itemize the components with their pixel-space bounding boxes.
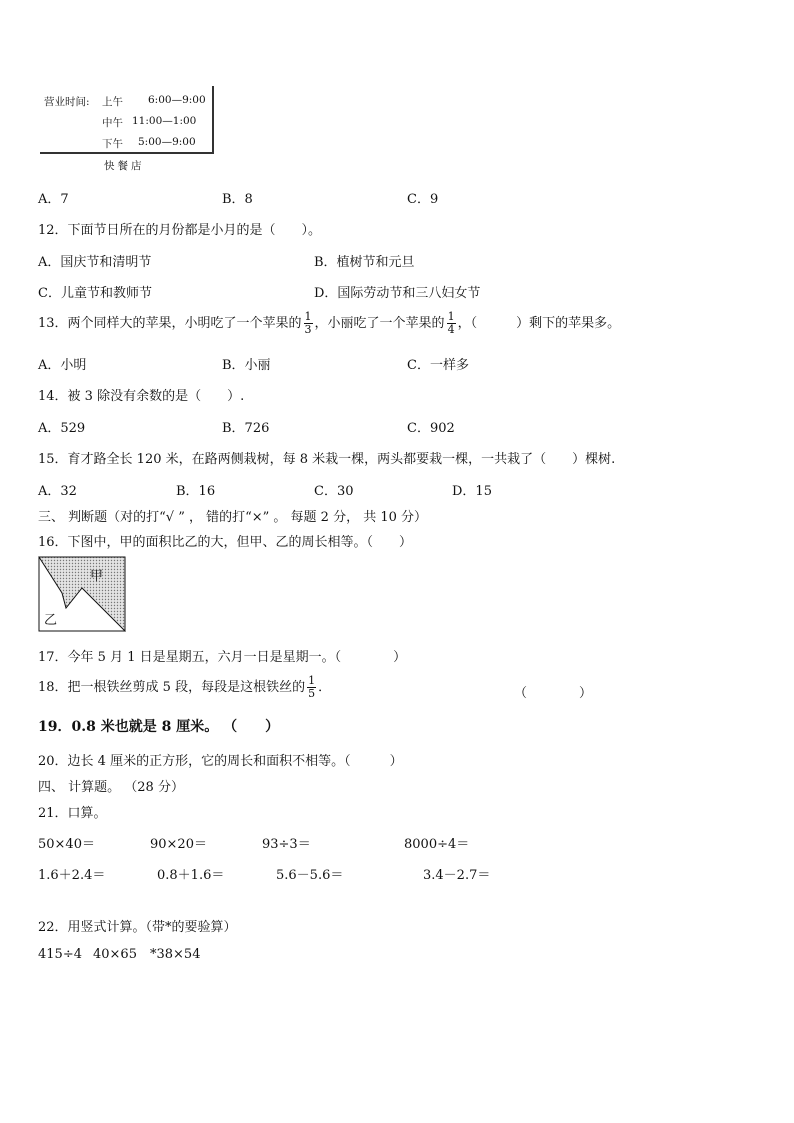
q14-stem: 14．被 3 除没有余数的是（ ）.	[38, 389, 245, 404]
q16-figure	[38, 556, 126, 632]
q16-stem: 16．下图中，甲的面积比乙的大，但甲、乙的周长相等。（ ）	[38, 535, 413, 550]
business-hours-sign	[40, 86, 214, 154]
q13-option-b: B．小丽	[222, 358, 271, 373]
q22-stem: 22．用竖式计算。（带*的要验算）	[38, 920, 237, 935]
q21-item-2: 90×20＝	[150, 837, 207, 852]
q13-stem-part2: ，小丽吃了一个苹果的	[314, 316, 445, 331]
hours-time-evening: 5:00—9:00	[138, 136, 196, 148]
q13-option-c: C．一样多	[407, 358, 469, 373]
q12-option-d: D．国际劳动节和三八妇女节	[314, 286, 481, 301]
hours-time-morning: 6:00—9:00	[148, 94, 206, 106]
q13-stem	[38, 311, 620, 336]
hours-label: 营业时间:	[44, 96, 90, 108]
q18-fraction	[307, 675, 316, 700]
q13-fraction-1	[304, 311, 313, 336]
q21-item-6: 0.8＋1.6＝	[157, 868, 225, 883]
q14-option-b: B．726	[222, 421, 270, 436]
q22-item-3: *38×54	[150, 947, 201, 962]
q13-frac2-den: 4	[447, 323, 455, 336]
q11-option-b: B．8	[222, 192, 253, 207]
q21-item-1: 50×40＝	[38, 837, 95, 852]
q16-label-yi: 乙	[44, 613, 58, 628]
hours-time-noon: 11:00—1:00	[132, 115, 197, 127]
section-3-title: 三、 判断题（对的打“√ ” ， 错的打“×” 。 每题 2 分， 共 10 分）	[38, 510, 428, 525]
q13-fraction-2	[447, 311, 456, 336]
q15-option-c: C．30	[314, 484, 354, 499]
hours-period-noon: 中午	[102, 117, 123, 129]
q12-option-c: C．儿童节和教师节	[38, 286, 152, 301]
q11-option-a: A．7	[38, 192, 69, 207]
q18-stem-text: 18．把一根铁丝剪成 5 段，每段是这根铁丝的	[38, 680, 306, 695]
q18-answer-paren: （ ）	[514, 686, 593, 701]
q11-option-c: C．9	[407, 192, 439, 207]
q21-item-4: 8000÷4＝	[404, 837, 470, 852]
q17-stem: 17．今年 5 月 1 日是星期五，六月一日是星期一。（ ）	[38, 650, 407, 665]
hours-period-evening: 下午	[102, 138, 123, 150]
q22-item-2: 40×65	[93, 947, 137, 962]
q18-end: ．	[318, 680, 332, 695]
q14-option-c: C．902	[407, 421, 455, 436]
q15-option-a: A．32	[38, 484, 77, 499]
q15-option-d: D．15	[452, 484, 492, 499]
q13-frac1-den: 3	[304, 323, 312, 336]
q16-label-jia: 甲	[90, 569, 104, 584]
q18-frac-den: 5	[308, 687, 316, 700]
hours-period-morning: 上午	[102, 96, 123, 108]
q20-stem: 20．边长 4 厘米的正方形，它的周长和面积不相等。（ ）	[38, 754, 403, 769]
q18-frac-num: 1	[308, 674, 316, 687]
q21-item-3: 93÷3＝	[262, 837, 311, 852]
q22-item-1: 415÷4	[38, 947, 82, 962]
q21-item-7: 5.6－5.6＝	[276, 868, 344, 883]
q19-stem: 19．0.8 米也就是 8 厘米。 （ ）	[38, 719, 280, 735]
q13-frac1-num: 1	[304, 310, 312, 323]
q14-option-a: A．529	[38, 421, 86, 436]
q13-frac2-num: 1	[447, 310, 455, 323]
q21-stem: 21．口算。	[38, 806, 107, 821]
q15-option-b: B．16	[176, 484, 216, 499]
q12-stem: 12．下面节日所在的月份都是小月的是（ ）。	[38, 223, 322, 238]
q13-option-a: A．小明	[38, 358, 87, 373]
q21-item-8: 3.4－2.7＝	[423, 868, 491, 883]
q18-stem	[38, 675, 331, 700]
section-4-title: 四、 计算题。 （28 分）	[38, 780, 184, 795]
hours-caption: 快餐店	[104, 160, 145, 172]
q15-stem: 15．育才路全长 120 米，在路两侧栽树，每 8 米栽一棵，两头都要栽一棵，一共栽了（ ）棵树.	[38, 452, 616, 467]
q13-stem-part1: 13．两个同样大的苹果，小明吃了一个苹果的	[38, 316, 302, 331]
q12-option-b: B．植树节和元旦	[314, 255, 415, 270]
q21-item-5: 1.6＋2.4＝	[38, 868, 106, 883]
q12-option-a: A．国庆节和清明节	[38, 255, 152, 270]
q13-stem-part3: ，（ ）剩下的苹果多。	[457, 316, 621, 331]
